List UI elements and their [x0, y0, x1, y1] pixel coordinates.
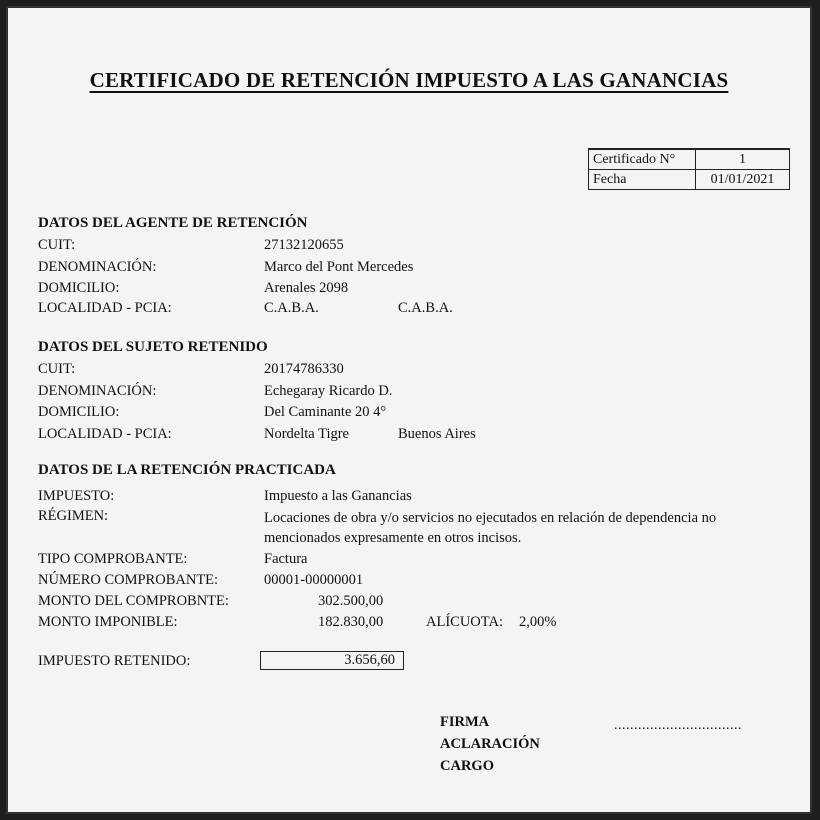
certificate-number-value: 1: [696, 149, 790, 170]
signature-line: ................................: [614, 718, 742, 733]
document-amount-value: 302.500,00: [318, 593, 384, 609]
agent-province-value: C.A.B.A.: [398, 300, 453, 316]
agent-name-label: DENOMINACIÓN:: [38, 259, 157, 275]
taxable-amount-label: MONTO IMPONIBLE:: [38, 614, 178, 630]
regime-value-line1: Locaciones de obra y/o servicios no ejecutados en relación de dependencia no: [264, 510, 717, 526]
certificate-date-row: [589, 170, 790, 190]
retention-section-heading: DATOS DE LA RETENCIÓN PRACTICADA: [38, 462, 336, 478]
rate-value: 2,00%: [519, 614, 557, 630]
certificate-info-table: [588, 148, 790, 190]
certificate-document: [6, 6, 812, 814]
subject-name-label: DENOMINACIÓN:: [38, 383, 157, 399]
regime-value-line2: mencionados expresamente en otros incisos.: [264, 530, 522, 546]
subject-name-value: Echegaray Ricardo D.: [264, 383, 393, 399]
subject-address-label: DOMICILIO:: [38, 404, 120, 420]
document-title: CERTIFICADO DE RETENCIÓN IMPUESTO A LAS GANANCIAS: [89, 68, 729, 92]
agent-locality-value: C.A.B.A.: [264, 300, 319, 316]
subject-section-heading: DATOS DEL SUJETO RETENIDO: [38, 339, 268, 355]
agent-cuit-label: CUIT:: [38, 237, 76, 253]
agent-cuit-value: 27132120655: [264, 237, 344, 253]
certificate-date-label: Fecha: [589, 170, 696, 190]
rate-label: ALÍCUOTA:: [426, 614, 503, 630]
subject-province-value: Buenos Aires: [398, 426, 476, 442]
agent-address-value: Arenales 2098: [264, 280, 349, 296]
regime-label: RÉGIMEN:: [38, 508, 109, 524]
agent-locality-label: LOCALIDAD - PCIA:: [38, 300, 172, 316]
document-amount-label: MONTO DEL COMPROBNTE:: [38, 593, 229, 609]
signature-label: FIRMA: [440, 714, 490, 730]
clarification-label: ACLARACIÓN: [440, 736, 540, 752]
document-type-value: Factura: [264, 551, 308, 567]
agent-address-label: DOMICILIO:: [38, 280, 120, 296]
document-number-label: NÚMERO COMPROBANTE:: [38, 572, 219, 588]
withheld-amount-box: 3.656,60: [260, 651, 404, 670]
document-number-value: 00001-00000001: [264, 572, 364, 588]
document-type-label: TIPO COMPROBANTE:: [38, 551, 188, 567]
subject-address-value: Del Caminante 20 4°: [264, 404, 387, 420]
certificate-number-label: Certificado N°: [589, 149, 696, 170]
certificate-number-row: [589, 149, 790, 170]
position-label: CARGO: [440, 758, 494, 774]
agent-section-heading: DATOS DEL AGENTE DE RETENCIÓN: [38, 215, 308, 231]
withheld-label: IMPUESTO RETENIDO:: [38, 653, 191, 669]
agent-name-value: Marco del Pont Mercedes: [264, 259, 414, 275]
taxable-amount-value: 182.830,00: [318, 614, 384, 630]
subject-locality-value: Nordelta Tigre: [264, 426, 349, 442]
subject-cuit-label: CUIT:: [38, 361, 76, 377]
tax-label: IMPUESTO:: [38, 488, 115, 504]
tax-value: Impuesto a las Ganancias: [264, 488, 412, 504]
subject-cuit-value: 20174786330: [264, 361, 344, 377]
subject-locality-label: LOCALIDAD - PCIA:: [38, 426, 172, 442]
certificate-date-value: 01/01/2021: [696, 170, 790, 190]
